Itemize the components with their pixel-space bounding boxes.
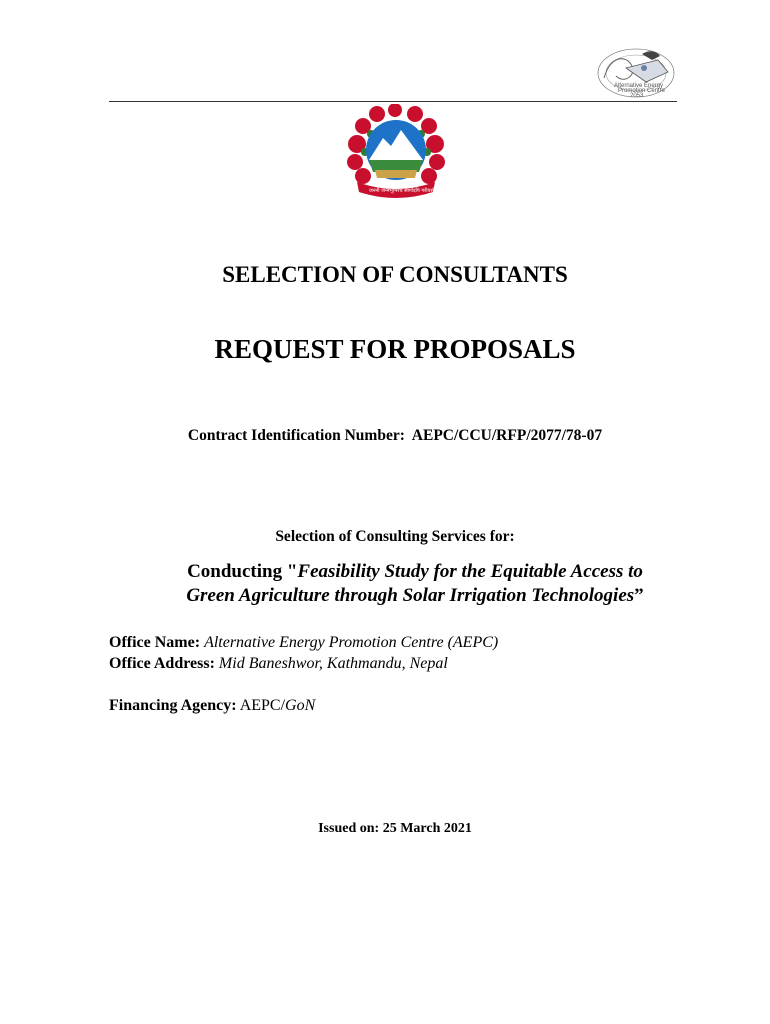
office-address (109, 655, 448, 673)
issued-label: Issued on: (318, 821, 380, 836)
consulting-services-label: Selection of Consulting Services for: (275, 528, 515, 545)
nepal-emblem-icon (345, 104, 447, 198)
financing-agency-label: Financing Agency: (109, 697, 237, 714)
office-name-value: Alternative Energy Promotion Centre (AEPC) (204, 634, 499, 651)
project-title-line-1: Feasibility Study for the Equitable Access to (297, 561, 643, 582)
issue-date (0, 821, 770, 837)
project-suffix: ” (634, 585, 644, 606)
financing-agency-gon: GoN (285, 697, 316, 714)
project-prefix: Conducting " (187, 561, 298, 582)
contract-label: Contract Identification Number: (187, 427, 405, 444)
financing-agency (109, 697, 315, 715)
project-title (0, 560, 770, 608)
contract-number: AEPC/CCU/RFP/2077/78-07 (411, 427, 603, 444)
office-name (109, 634, 498, 652)
project-title-line-2: Green Agriculture through Solar Irrigation Technologies (186, 585, 635, 606)
issued-date: 25 March 2021 (382, 821, 472, 836)
office-name-label: Office Name: (109, 634, 201, 651)
document-subtitle: REQUEST FOR PROPOSALS (214, 334, 576, 364)
emblem-banner-text: जननी जन्मभूमिश्च स्वर्गादपि गरीयसी (369, 188, 436, 194)
stamp-line-3: 2053 (630, 93, 644, 98)
organization-stamp-icon (596, 46, 676, 98)
header-divider (109, 101, 677, 102)
stamp-line-1: Alternative Energy (614, 83, 664, 89)
financing-agency-value: AEPC/ (239, 697, 286, 714)
office-address-label: Office Address: (109, 655, 215, 672)
stamp-line-2: Promotion Centre (618, 88, 666, 94)
document-title: SELECTION OF CONSULTANTS (222, 262, 568, 287)
contract-identification (0, 427, 770, 445)
office-address-value: Mid Baneshwor, Kathmandu, Nepal (218, 655, 448, 672)
